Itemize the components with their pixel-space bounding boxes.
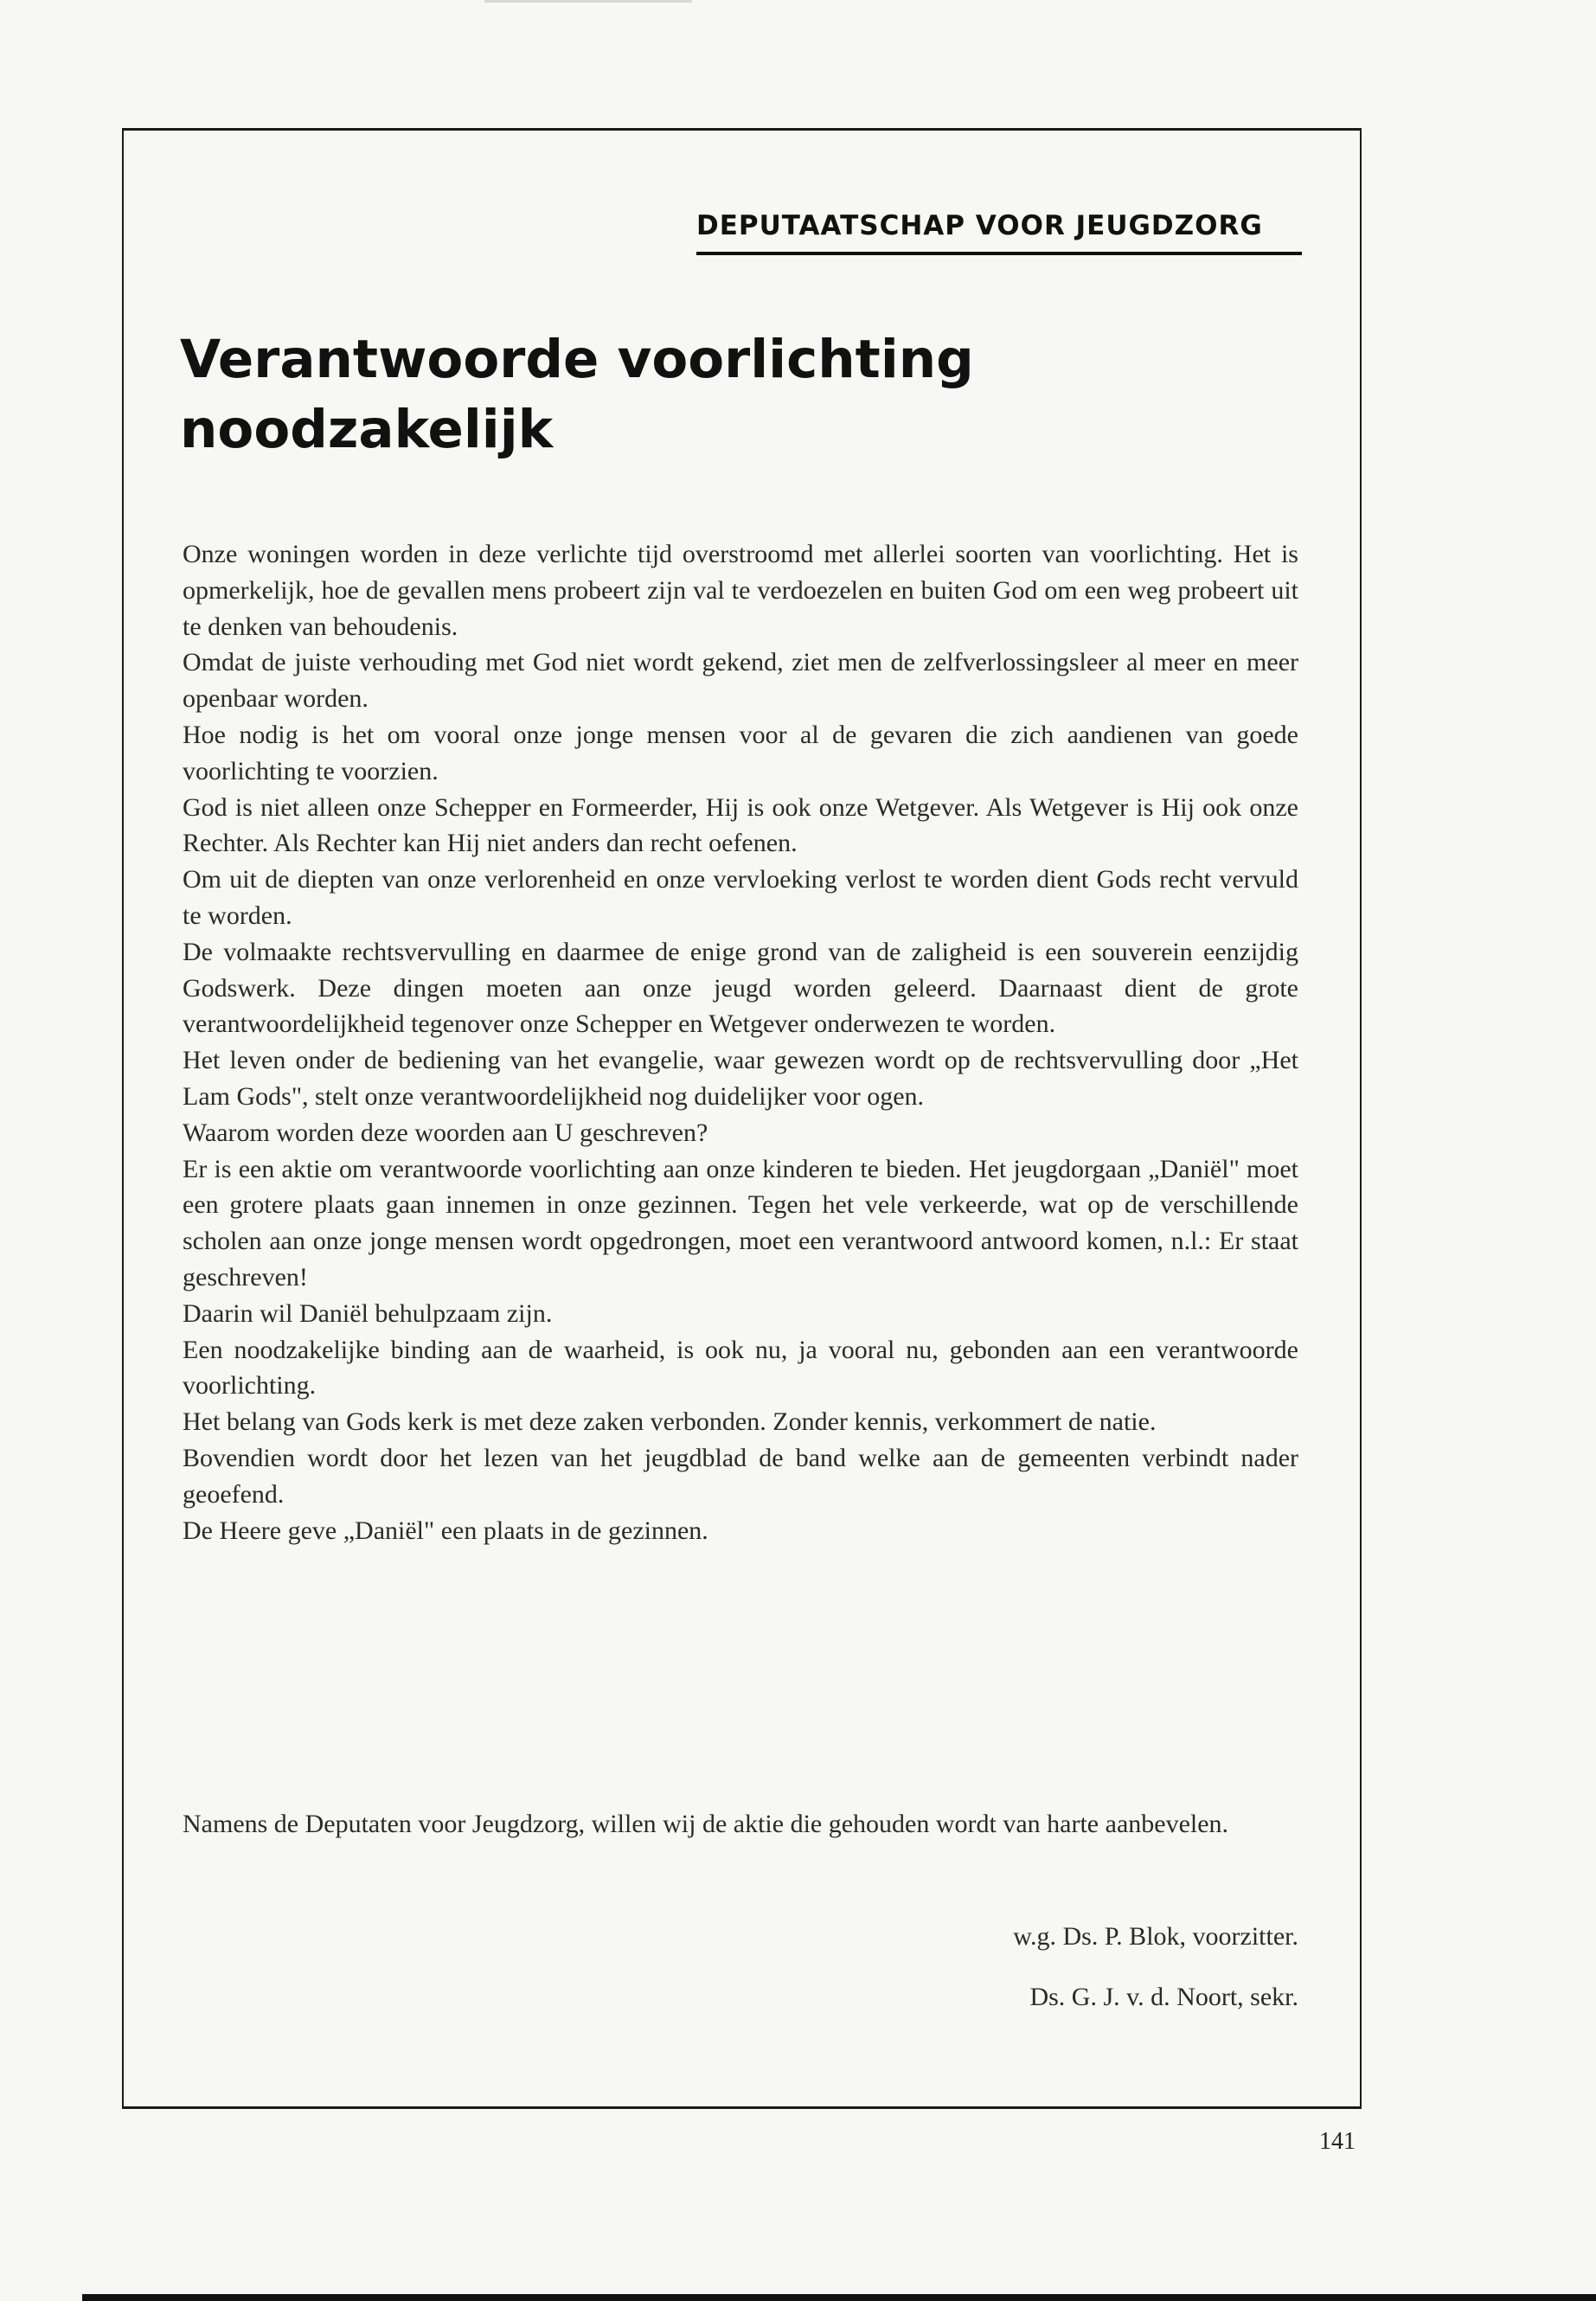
header-underline (696, 252, 1302, 255)
title-line-2: noodzakelijk (180, 399, 554, 460)
body-paragraph: Waarom worden deze woorden aan U geschreven? (183, 1118, 708, 1147)
body-paragraph: God is niet alleen onze Schepper en Formeerder, Hij is ook onze Wetgever. Als Wetgever is Hij ook onze Rechter. Als Rechter kan Hij niet anders dan recht oefenen. (183, 792, 1298, 858)
body-paragraph: Hoe nodig is het om vooral onze jonge mensen voor al de gevaren die zich aandienen van goede voorlichting te voorzien. (183, 720, 1298, 785)
body-paragraph: Omdat de juiste verhouding met God niet wordt gekend, ziet men de zelfverlossingsleer al meer en meer openbaar worden. (183, 648, 1298, 714)
section-header: DEPUTAATSCHAP VOOR JEUGDZORG (696, 210, 1263, 241)
article-body (183, 536, 1298, 1548)
body-paragraph: Om uit de diepten van onze verlorenheid en onze vervloeking verlost te worden dient Gods recht vervuld te worden. (183, 865, 1298, 930)
page-number: 141 (1319, 2128, 1356, 2155)
signature-chairman: w.g. Ds. P. Blok, voorzitter. (1013, 1922, 1298, 1951)
article-title (180, 324, 1218, 465)
body-paragraph: De volmaakte rechtsvervulling en daarmee de enige grond van de zaligheid is een souverein eenzijdig Godswerk. Deze dingen moeten aan onze jeugd worden geleerd. Daarnaast dient de grote verantwoordelijkheid tegenover onze Schepper en Wetgever onderwezen te worden. (183, 937, 1298, 1039)
body-paragraph: Het leven onder de bediening van het evangelie, waar gewezen wordt op de rechtsvervulling door „Het Lam Gods", stelt onze verantwoordelijkheid nog duidelijker voor ogen. (183, 1046, 1298, 1111)
body-paragraph: Het belang van Gods kerk is met deze zaken verbonden. Zonder kennis, verkommert de natie. (183, 1407, 1157, 1437)
title-line-1: Verantwoorde voorlichting (180, 329, 974, 390)
body-paragraph: Onze woningen worden in deze verlichte tijd overstroomd met allerlei soorten van voorlichting. Het is opmerkelijk, hoe de gevallen mens probeert zijn val te verdoezelen en buiten God om een weg probeert uit te denken van behoudenis. (183, 540, 1298, 641)
body-paragraph: Bovendien wordt door het lezen van het jeugdblad de band welke aan de gemeenten verbindt nader geoefend. (183, 1443, 1298, 1509)
closing-paragraph: Namens de Deputaten voor Jeugdzorg, willen wij de aktie die gehouden wordt van harte aanbevelen. (183, 1810, 1229, 1838)
scan-bottom-edge (82, 2294, 1596, 2301)
scan-artifact (484, 0, 692, 3)
body-paragraph: Er is een aktie om verantwoorde voorlichting aan onze kinderen te bieden. Het jeugdorgaan „Daniël" moet een grotere plaats gaan innemen in onze gezinnen. Tegen het vele verkeerde, wat op de verschillende scholen aan onze jonge mensen wordt opgedrongen, moet een verantwoord antwoord komen, n.l.: Er staat geschreven! (183, 1154, 1298, 1292)
body-paragraph: Een noodzakelijke binding aan de waarheid, is ook nu, ja vooral nu, gebonden aan een verantwoorde voorlichting. (183, 1335, 1298, 1400)
body-paragraph: Daarin wil Daniël behulpzaam zijn. (183, 1298, 553, 1328)
body-paragraph: De Heere geve „Daniël" een plaats in de gezinnen. (183, 1516, 708, 1545)
signature-secretary: Ds. G. J. v. d. Noort, sekr. (1029, 1983, 1298, 2011)
closing-statement (183, 1806, 1298, 1843)
